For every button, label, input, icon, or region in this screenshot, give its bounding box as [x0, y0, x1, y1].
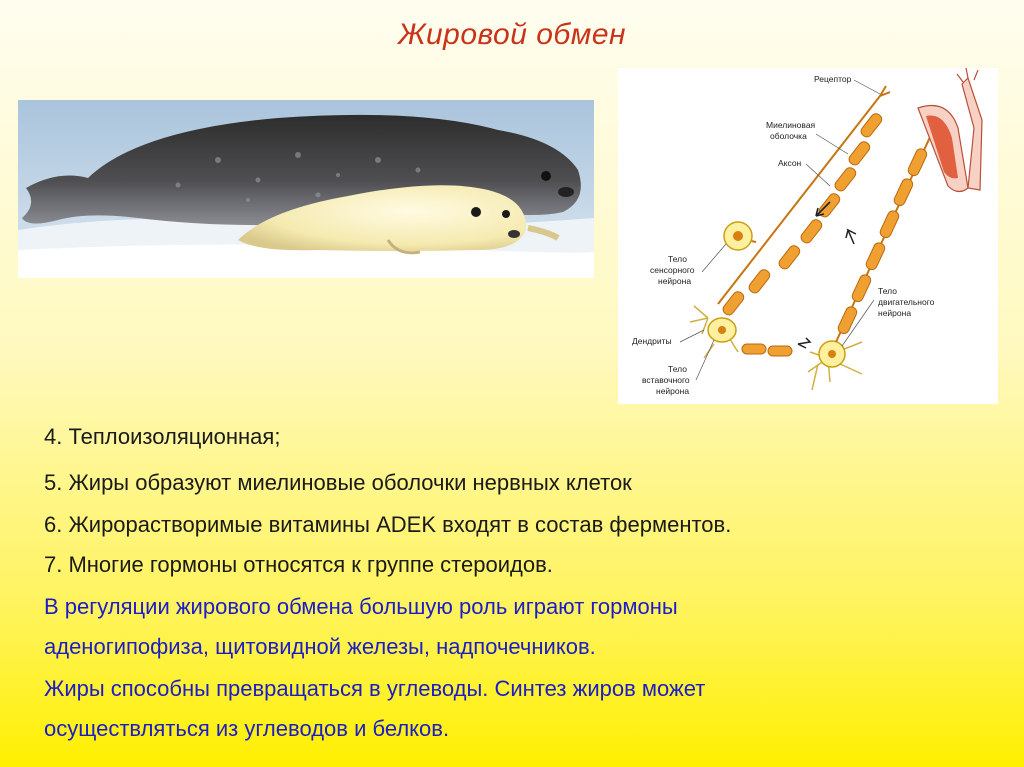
list-item-7: 7. Многие гормоны относятся к группе стероидов. — [44, 552, 553, 577]
arm-muscle — [918, 68, 982, 192]
label-myelin-2: оболочка — [770, 131, 807, 141]
seal-image — [18, 100, 594, 278]
label-motor-3: нейрона — [878, 308, 912, 318]
label-inter-2: вставочного — [642, 375, 690, 385]
list-item-4: 4. Теплоизоляционная; — [44, 424, 281, 449]
label-motor-2: двигательного — [878, 297, 935, 307]
interneuron — [690, 306, 810, 358]
seal-illustration — [18, 100, 594, 278]
list-item-6: 6. Жирорастворимые витамины ADEK входят в состав ферментов. — [44, 512, 732, 537]
motor-neuron-body — [808, 341, 862, 390]
list-item-5: 5. Жиры образуют миелиновые оболочки нервных клеток — [44, 470, 632, 495]
label-inter-3: нейрона — [656, 386, 690, 396]
label-sensory-3: нейрона — [658, 276, 692, 286]
regulation-line-1: В регуляции жирового обмена большую роль играют гормоны — [44, 594, 678, 619]
synthesis-line-2: осуществляться из углеводов и белков. — [44, 716, 450, 741]
label-motor-1: Тело — [878, 286, 897, 296]
regulation-line-2: аденогипофиза, щитовидной железы, надпочечников. — [44, 634, 596, 659]
label-dendrites: Дендриты — [632, 336, 672, 346]
slide-title: Жировой обмен — [397, 18, 627, 51]
label-receptor: Рецептор — [814, 74, 852, 84]
synthesis-line-1: Жиры способны превращаться в углеводы. Синтез жиров может — [44, 676, 706, 701]
label-inter-1: Тело — [668, 364, 687, 374]
label-myelin-1: Миелиновая — [766, 120, 816, 130]
sensory-neuron-body — [724, 222, 756, 250]
neuron-diagram — [618, 68, 998, 404]
label-axon: Аксон — [778, 158, 802, 168]
label-sensory-1: Тело — [668, 254, 687, 264]
reflex-arc-diagram — [618, 68, 998, 404]
label-sensory-2: сенсорного — [650, 265, 695, 275]
